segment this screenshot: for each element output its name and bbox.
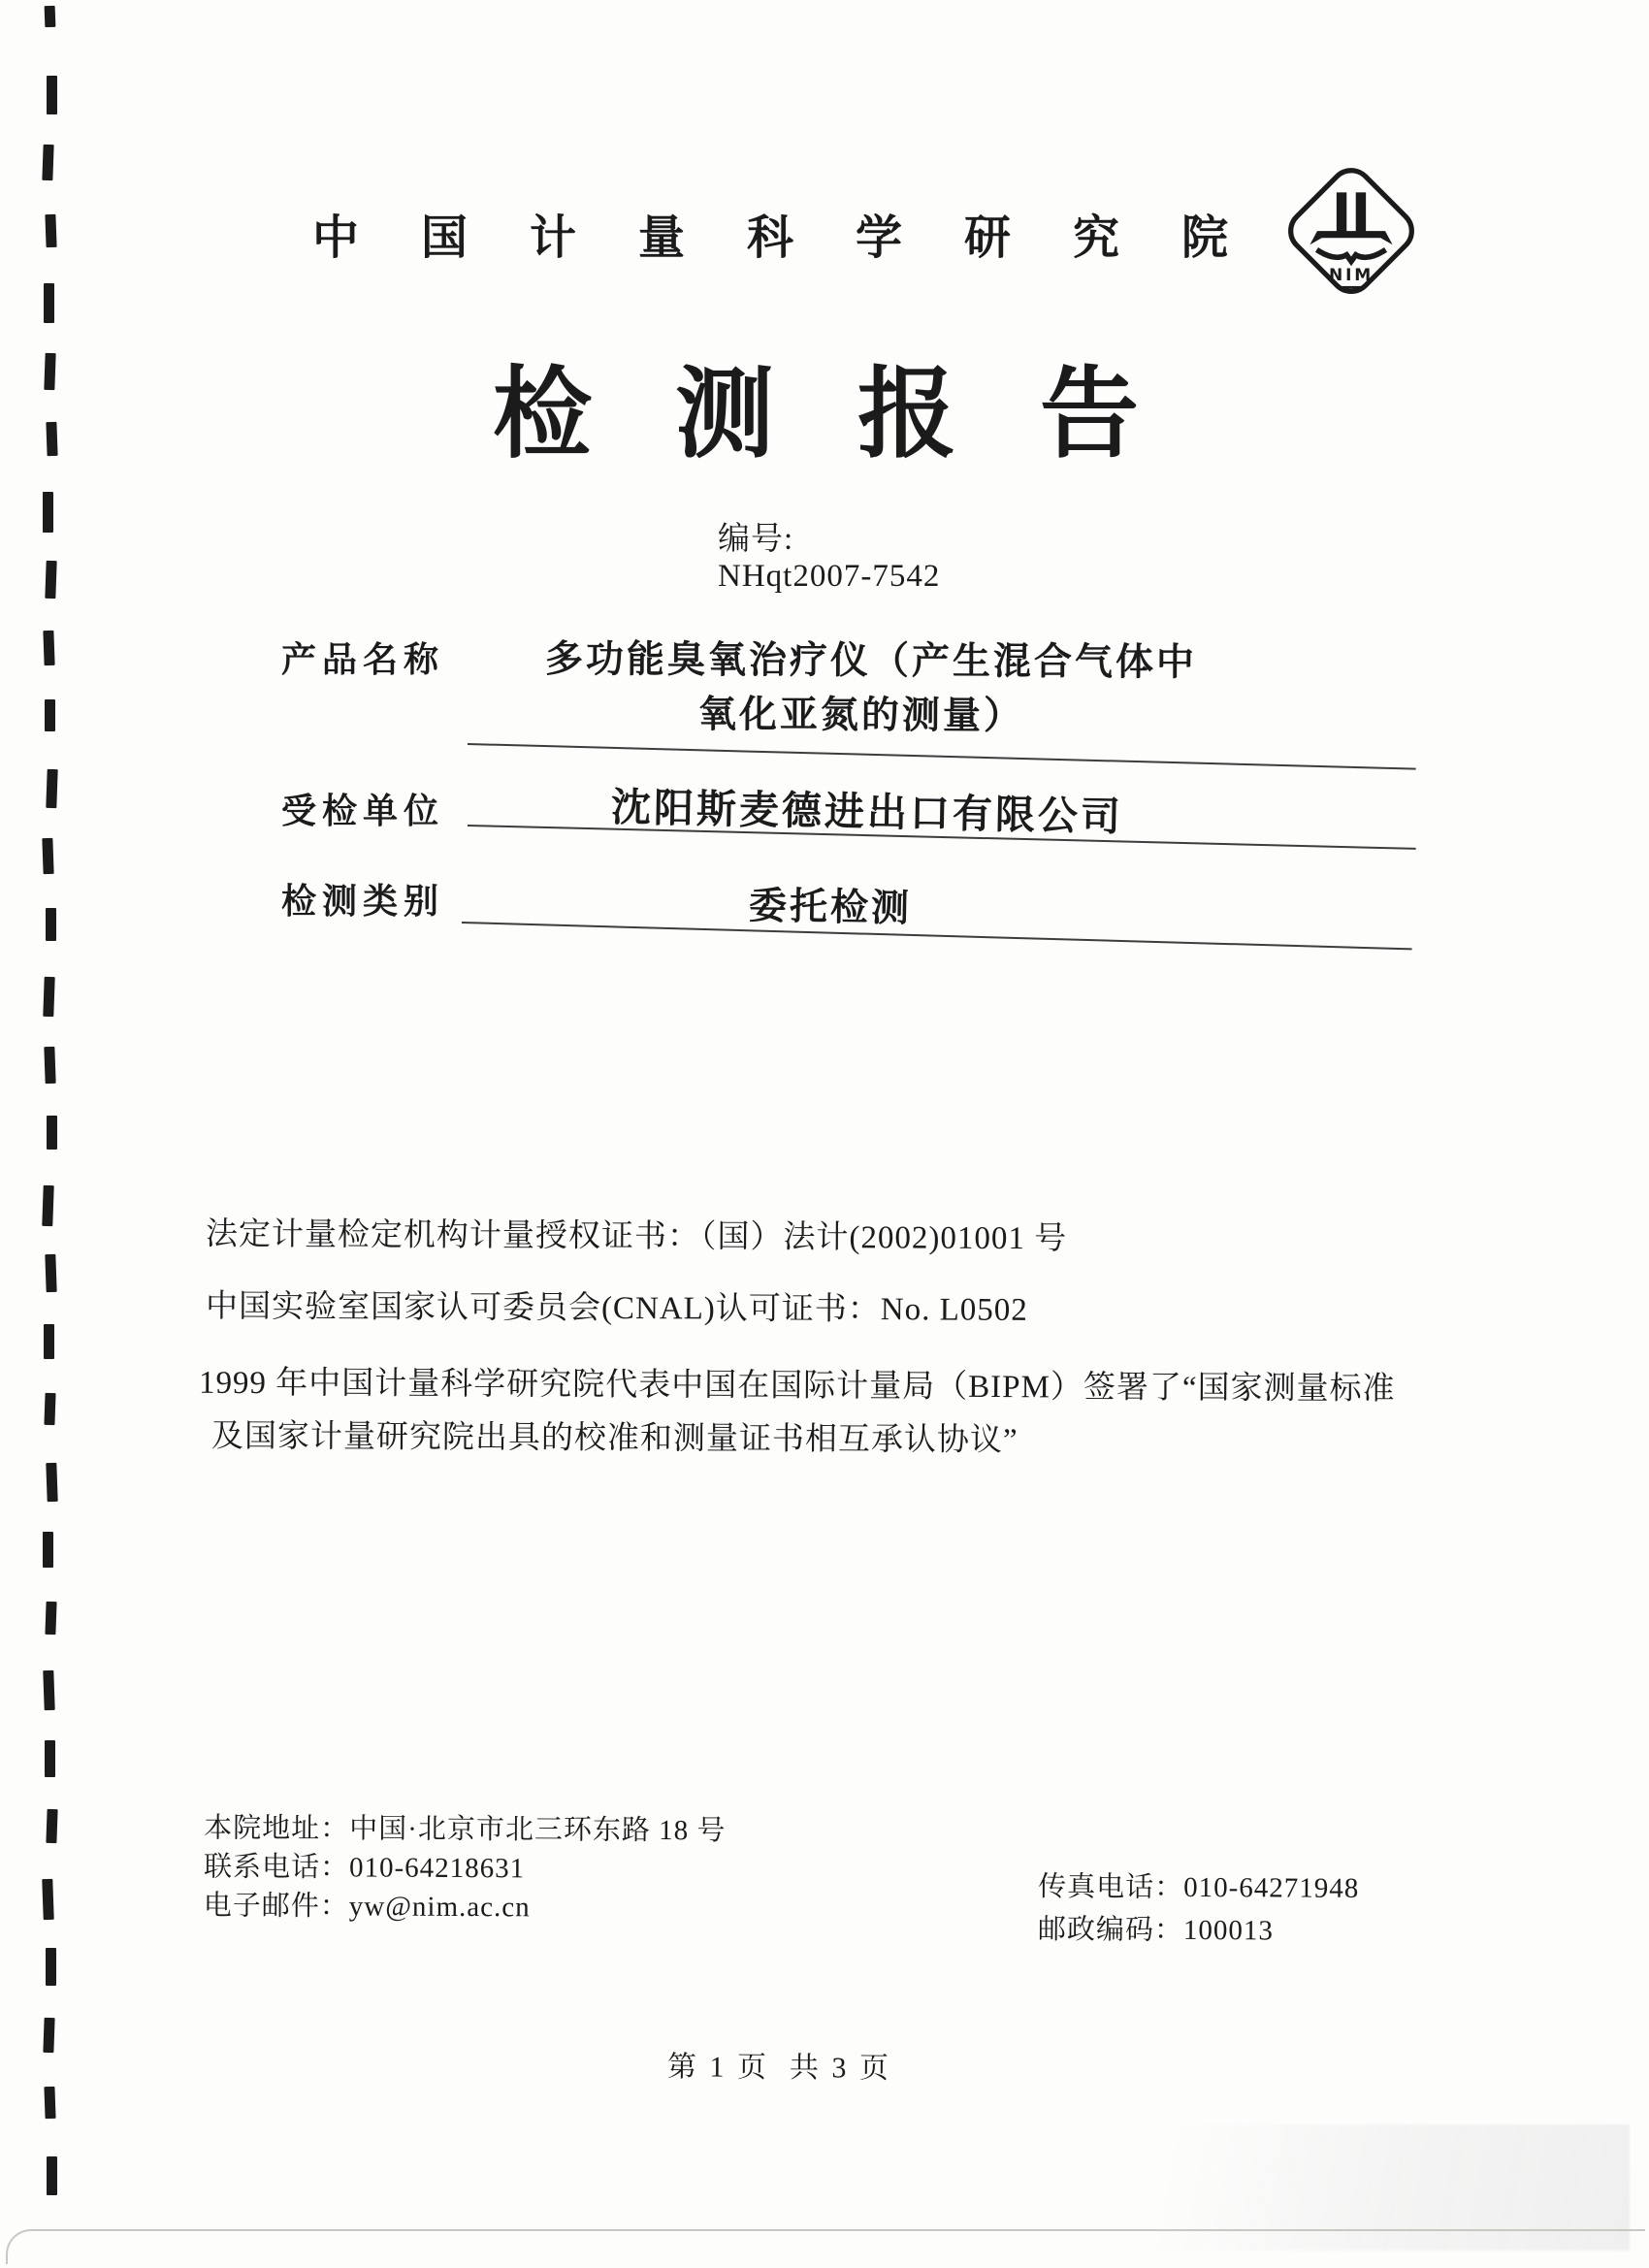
accreditation-line-1: 法定计量检定机构计量授权证书：（国）法计(2002)01001 号 [205, 1216, 1068, 1257]
binding-mark [46, 1809, 57, 1843]
binding-mark [43, 630, 54, 664]
postcode-label: 邮政编码： [1037, 1914, 1183, 1946]
binding-mark [45, 1254, 56, 1292]
report-number-line [682, 477, 940, 631]
binding-mark [44, 2087, 55, 2119]
page-footer: 第 1 页 共 3 页 [666, 2051, 892, 2085]
binding-mark [44, 1046, 55, 1083]
binding-mark [43, 492, 53, 533]
binding-mark [42, 838, 53, 874]
binding-mark [47, 1116, 57, 1150]
address-value: 中国·北京市北三环东路 18 号 [349, 1813, 727, 1847]
field-value-inspected-unit: 沈阳斯麦德进出口有限公司 [610, 784, 1124, 840]
binding-mark [45, 6, 56, 27]
page-edge-line [6, 2229, 1645, 2264]
logo-left-bar [1337, 192, 1346, 233]
org-name: 中国计量科学研究院 [312, 212, 1291, 264]
field-label-inspected-unit: 受检单位 [281, 792, 445, 830]
binding-mark [45, 699, 55, 731]
logo-right-bar [1356, 192, 1366, 233]
contact-phone-line [204, 1848, 726, 1890]
binding-mark [43, 1670, 54, 1710]
report-number-value: NHqt2007-7542 [718, 559, 941, 594]
phone-value: 010-64218631 [348, 1852, 526, 1885]
contact-fax-line [1038, 1865, 1359, 1910]
contact-email-line [204, 1887, 726, 1928]
binding-mark [47, 76, 57, 114]
email-label: 电子邮件： [203, 1890, 349, 1923]
binding-mark [45, 213, 56, 246]
accreditation-line-2: 中国实验室国家认可委员会(CNAL)认可证书：No. L0502 [205, 1289, 1028, 1328]
underline-product-name [468, 743, 1416, 770]
contact-block-left [204, 1809, 727, 1928]
email-value: yw@nim.ac.cn [348, 1891, 531, 1924]
binding-mark [43, 1532, 53, 1568]
binding-mark [44, 352, 55, 389]
binding-mark [46, 908, 56, 941]
underline-test-category [462, 922, 1412, 950]
binding-mark [44, 1324, 54, 1359]
binding-mark [43, 977, 54, 1017]
field-value-product-name-line1: 多功能臭氧治疗仪（产生混合气体中 [544, 638, 1198, 684]
binding-mark [47, 2156, 57, 2195]
contact-address-line [204, 1809, 726, 1851]
page-title: 检测报告 [493, 361, 1222, 470]
nim-logo-graphic [1282, 151, 1420, 314]
binding-marks [0, 0, 78, 2268]
report-number-label: 编号: [718, 522, 794, 557]
binding-mark [42, 1878, 53, 1919]
binding-mark [44, 283, 54, 323]
field-value-product-name-line2: 氧化亚氮的测量） [697, 694, 1025, 737]
binding-mark [46, 768, 57, 807]
binding-mark [45, 561, 56, 599]
phone-label: 联系电话： [203, 1851, 350, 1884]
field-value-test-category: 委托检测 [748, 885, 913, 930]
binding-mark [42, 1184, 53, 1225]
binding-mark [46, 1462, 57, 1501]
binding-mark [46, 1948, 56, 1986]
logo-crossbar [1310, 231, 1392, 244]
logo-text: NIM [1328, 266, 1374, 286]
binding-mark [45, 1601, 56, 1634]
fax-label: 传真电话： [1038, 1871, 1184, 1903]
contact-postcode-line [1038, 1908, 1359, 1953]
postcode-value: 100013 [1182, 1914, 1274, 1947]
contact-block-right [1038, 1865, 1360, 1953]
nim-logo [1282, 151, 1420, 314]
binding-mark [44, 1393, 55, 1425]
agreement-line-1: 1999 年中国计量科学研究院代表中国在国际计量局（BIPM）签署了“国家测量标准 [198, 1365, 1396, 1408]
field-label-product-name: 产品名称 [281, 640, 445, 679]
logo-underline [1341, 286, 1365, 289]
agreement-line-2: 及国家计量研究院出具的校准和测量证书相互承认协议” [210, 1418, 1018, 1459]
binding-mark [42, 145, 53, 180]
logo-wave [1319, 251, 1383, 261]
binding-mark [43, 2017, 54, 2052]
binding-mark [46, 422, 57, 456]
address-label: 本院地址： [204, 1812, 350, 1845]
fax-value: 010-64271948 [1183, 1871, 1360, 1904]
binding-mark [45, 1740, 55, 1777]
field-label-test-category: 检测类别 [281, 882, 445, 921]
